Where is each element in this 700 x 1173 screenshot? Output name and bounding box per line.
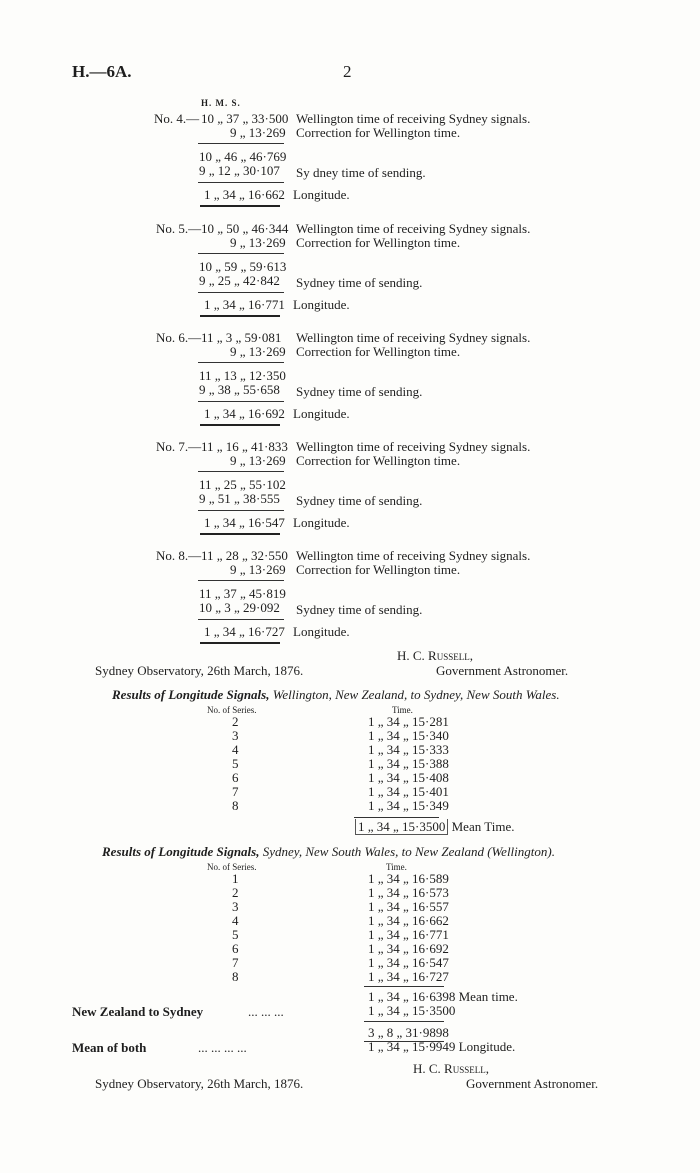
series-number: 7 — [232, 955, 239, 970]
page-number: 2 — [343, 62, 352, 81]
series-number: 5 — [232, 756, 239, 771]
longitude-description: Longitude. — [293, 406, 350, 421]
signature-place-date: Sydney Observatory, 26th March, 1876. — [95, 663, 304, 678]
signature2-place-date: Sydney Observatory, 26th March, 1876. — [95, 1076, 304, 1091]
document-id: H.—6A. — [72, 62, 132, 81]
received-description: Wellington time of receiving Sydney signals. — [296, 330, 531, 345]
summary-mean-label: Mean of both — [72, 1040, 147, 1055]
longitude-description: Longitude. — [293, 187, 350, 202]
series-time: 1 „ 34 „ 15·401 — [368, 784, 449, 799]
correction-value: 9 „ 13·269 — [230, 562, 286, 577]
sum-rule — [198, 471, 284, 472]
sydney-description: Sy dney time of sending. — [296, 165, 426, 180]
table2-col-series: No. of Series. — [207, 862, 257, 872]
series-number: 3 — [232, 728, 239, 743]
longitude-rule — [198, 292, 284, 293]
received-time: 11 „ 3 „ 59·081 — [201, 330, 282, 345]
table1-rule — [354, 817, 439, 818]
series-number: 1 — [232, 871, 239, 886]
block-end-rule — [200, 533, 280, 535]
table1-heading: Results of Longitude Signals, Wellington, New Zealand, to Sydney, New South Wales. — [112, 687, 560, 702]
received-description: Wellington time of receiving Sydney signals. — [296, 439, 531, 454]
sum-value: 11 „ 37 „ 45·819 — [199, 586, 286, 601]
longitude-value: 1 „ 34 „ 16·771 — [204, 297, 285, 312]
received-time: 10 „ 50 „ 46·344 — [201, 221, 289, 236]
correction-description: Correction for Wellington time. — [296, 235, 461, 250]
series-time: 1 „ 34 „ 15·408 — [368, 770, 449, 785]
series-number: 6 — [232, 770, 239, 785]
series-number: 7 — [232, 784, 239, 799]
longitude-rule — [198, 510, 284, 511]
correction-description: Correction for Wellington time. — [296, 125, 461, 140]
series-time: 1 „ 34 „ 16·692 — [368, 941, 449, 956]
summary-nz-value: 1 „ 34 „ 15·3500 — [368, 1003, 456, 1018]
block-end-rule — [200, 642, 280, 644]
sum-rule — [198, 362, 284, 363]
series-number: 6 — [232, 941, 239, 956]
sydney-description: Sydney time of sending. — [296, 493, 423, 508]
series-time: 1 „ 34 „ 15·388 — [368, 756, 449, 771]
signature-title: Government Astronomer. — [436, 663, 569, 678]
table1-col-series: No. of Series. — [207, 705, 257, 715]
sydney-time: 9 „ 25 „ 42·842 — [199, 273, 280, 288]
longitude-value: 1 „ 34 „ 16·727 — [204, 624, 285, 639]
series-number: 5 — [232, 927, 239, 942]
longitude-value: 1 „ 34 „ 16·662 — [204, 187, 285, 202]
summary-nz-label: New Zealand to Sydney — [72, 1004, 204, 1019]
signature2-name: H. C. Russell, — [413, 1061, 489, 1076]
block-end-rule — [200, 424, 280, 426]
summary-mean-value: 1 „ 34 „ 15·9949 Longitude. — [368, 1039, 516, 1054]
series-number: 2 — [232, 714, 239, 729]
summary-mean-dots: ... ... ... ... — [198, 1040, 247, 1055]
series-time: 1 „ 34 „ 16·547 — [368, 955, 449, 970]
sydney-time: 9 „ 51 „ 38·555 — [199, 491, 280, 506]
table2-rule — [364, 986, 444, 987]
signature-name: H. C. Russell, — [397, 648, 473, 663]
sydney-description: Sydney time of sending. — [296, 602, 423, 617]
longitude-description: Longitude. — [293, 515, 350, 530]
hms-column-label: H. M. S. — [201, 98, 241, 108]
longitude-rule — [198, 182, 284, 183]
series-time: 1 „ 34 „ 15·333 — [368, 742, 449, 757]
sum-value: 10 „ 59 „ 59·613 — [199, 259, 287, 274]
received-time: 11 „ 16 „ 41·833 — [201, 439, 288, 454]
observation-label: No. 5.— — [156, 221, 202, 236]
correction-description: Correction for Wellington time. — [296, 453, 461, 468]
sum-value: 11 „ 13 „ 12·350 — [199, 368, 286, 383]
sydney-time: 9 „ 12 „ 30·107 — [199, 163, 280, 178]
series-time: 1 „ 34 „ 16·573 — [368, 885, 449, 900]
sum-rule — [198, 143, 284, 144]
series-time: 1 „ 34 „ 15·340 — [368, 728, 449, 743]
series-number: 2 — [232, 885, 239, 900]
received-description: Wellington time of receiving Sydney signals. — [296, 221, 531, 236]
sum-value: 10 „ 46 „ 46·769 — [199, 149, 287, 164]
correction-value: 9 „ 13·269 — [230, 453, 286, 468]
longitude-rule — [198, 619, 284, 620]
series-time: 1 „ 34 „ 15·349 — [368, 798, 449, 813]
series-time: 1 „ 34 „ 16·727 — [368, 969, 449, 984]
correction-description: Correction for Wellington time. — [296, 562, 461, 577]
longitude-description: Longitude. — [293, 297, 350, 312]
correction-value: 9 „ 13·269 — [230, 344, 286, 359]
observation-label: No. 6.— — [156, 330, 202, 345]
table2-heading: Results of Longitude Signals, Sydney, New South Wales, to New Zealand (Wellington). — [102, 844, 555, 859]
longitude-value: 1 „ 34 „ 16·692 — [204, 406, 285, 421]
series-number: 8 — [232, 969, 239, 984]
series-number: 8 — [232, 798, 239, 813]
sydney-description: Sydney time of sending. — [296, 384, 423, 399]
block-end-rule — [200, 315, 280, 317]
longitude-value: 1 „ 34 „ 16·547 — [204, 515, 285, 530]
summary-nz-dots: ... ... ... — [248, 1004, 284, 1019]
summary-rule — [364, 1021, 444, 1022]
block-end-rule — [200, 205, 280, 207]
sum-rule — [198, 580, 284, 581]
sydney-time: 10 „ 3 „ 29·092 — [199, 600, 280, 615]
sydney-time: 9 „ 38 „ 55·658 — [199, 382, 280, 397]
series-time: 1 „ 34 „ 16·771 — [368, 927, 449, 942]
longitude-description: Longitude. — [293, 624, 350, 639]
signature2-title: Government Astronomer. — [466, 1076, 599, 1091]
series-time: 1 „ 34 „ 16·557 — [368, 899, 449, 914]
series-number: 3 — [232, 899, 239, 914]
received-time: 11 „ 28 „ 32·550 — [201, 548, 288, 563]
observation-label: No. 7.— — [156, 439, 202, 454]
table1-col-time: Time. — [392, 705, 413, 715]
series-time: 1 „ 34 „ 15·281 — [368, 714, 449, 729]
correction-value: 9 „ 13·269 — [230, 125, 286, 140]
received-time: 10 „ 37 „ 33·500 — [201, 111, 289, 126]
series-time: 1 „ 34 „ 16·662 — [368, 913, 449, 928]
table1-mean: 1 „ 34 „ 15·3500 Mean Time. — [355, 820, 514, 834]
summary-total: 3 „ 8 „ 31·9898 — [368, 1025, 449, 1040]
observation-label: No. 8.— — [156, 548, 202, 563]
table2-mean: 1 „ 34 „ 16·6398 Mean time. — [368, 989, 518, 1004]
sydney-description: Sydney time of sending. — [296, 275, 423, 290]
correction-description: Correction for Wellington time. — [296, 344, 461, 359]
table2-col-time: Time. — [386, 862, 407, 872]
series-number: 4 — [232, 742, 239, 757]
series-time: 1 „ 34 „ 16·589 — [368, 871, 449, 886]
sum-value: 11 „ 25 „ 55·102 — [199, 477, 286, 492]
sum-rule — [198, 253, 284, 254]
received-description: Wellington time of receiving Sydney signals. — [296, 548, 531, 563]
received-description: Wellington time of receiving Sydney signals. — [296, 111, 531, 126]
longitude-rule — [198, 401, 284, 402]
series-number: 4 — [232, 913, 239, 928]
correction-value: 9 „ 13·269 — [230, 235, 286, 250]
observation-label: No. 4.— — [154, 111, 200, 126]
